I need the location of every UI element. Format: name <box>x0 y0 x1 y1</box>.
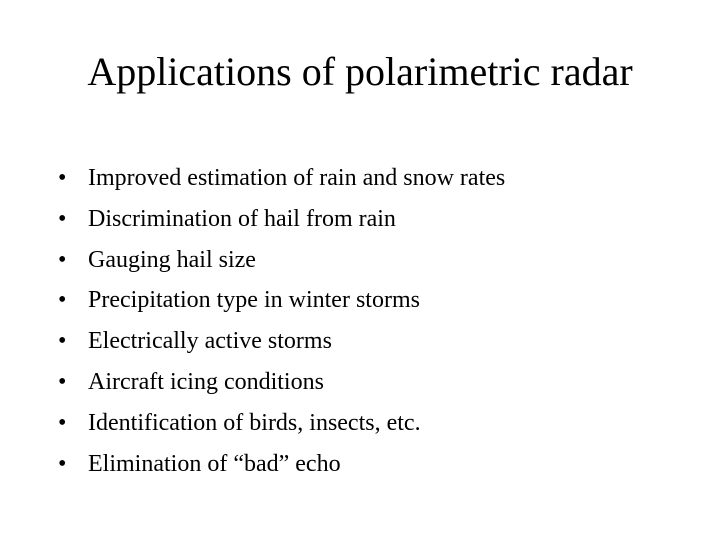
bullet-icon: • <box>58 287 67 314</box>
bullet-text: Aircraft icing conditions <box>88 368 324 395</box>
bullet-text: Gauging hail size <box>88 246 256 273</box>
bullet-text: Discrimination of hail from rain <box>88 205 396 232</box>
bullet-icon: • <box>58 246 67 273</box>
bullet-icon: • <box>58 450 67 477</box>
bullet-icon: • <box>58 409 67 436</box>
bullet-icon: • <box>58 368 67 395</box>
bullet-text: Improved estimation of rain and snow rates <box>88 165 506 191</box>
bullet-icon: • <box>58 328 67 355</box>
bullet-icon: • <box>58 165 67 191</box>
bullet-icon: • <box>58 205 67 232</box>
slide-title: Applications of polarimetric radar <box>87 49 633 94</box>
bullet-text: Electrically active storms <box>88 328 332 355</box>
bullet-text: Elimination of “bad” echo <box>88 450 341 477</box>
bullet-text: Identification of birds, insects, etc. <box>88 409 421 436</box>
bullet-text: Precipitation type in winter storms <box>88 287 420 314</box>
